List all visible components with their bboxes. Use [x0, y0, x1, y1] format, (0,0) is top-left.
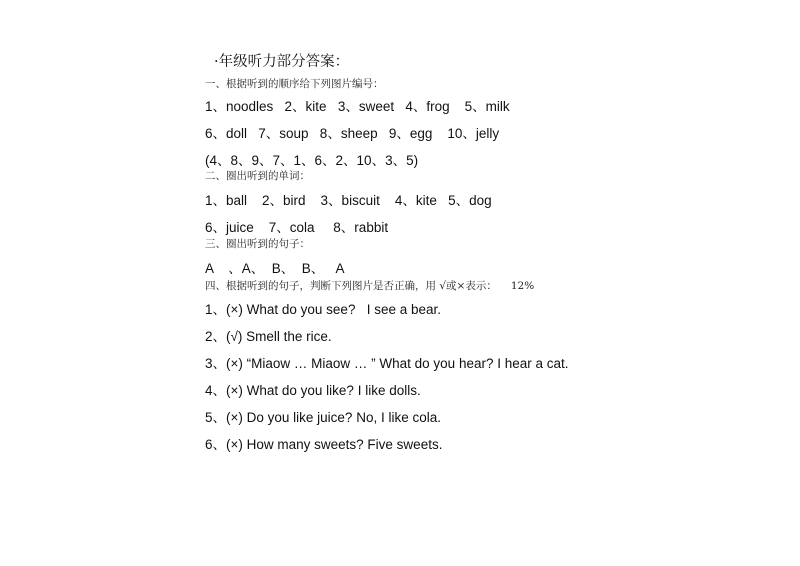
section-1-line-3: (4、8、9、7、1、6、2、10、3、5) — [205, 153, 419, 168]
section-1-line-2: 6、doll 7、soup 8、sheep 9、egg 10、jelly — [205, 126, 500, 141]
section-2-heading: 二、圈出听到的单词： — [205, 170, 310, 182]
section-4-line-1: 1、(×) What do you see? I see a bear. — [205, 302, 442, 317]
section-4-heading-text: 四、根据听到的句子，判断下列图片是否正确，用 √或×表示： — [205, 280, 497, 292]
section-4-line-2: 2、(√) Smell the rice. — [205, 329, 332, 344]
section-4-line-4: 4、(×) What do you like? I like dolls. — [205, 383, 421, 398]
section-1-line-1: 1、noodles 2、kite 3、sweet 4、frog 5、milk — [205, 99, 510, 114]
section-3-heading: 三、圈出听到的句子： — [205, 238, 310, 250]
section-2-line-2: 6、juice 7、cola 8、rabbit — [205, 220, 389, 235]
page-title: ·年级听力部分答案： — [214, 54, 350, 70]
section-4-line-5: 5、(×) Do you like juice? No, I like cola. — [205, 410, 441, 425]
section-4-line-6: 6、(×) How many sweets? Five sweets. — [205, 437, 443, 452]
section-2-line-1: 1、ball 2、bird 3、biscuit 4、kite 5、dog — [205, 193, 492, 208]
section-4-heading — [205, 278, 534, 293]
section-4-score-note: 12% — [510, 280, 535, 292]
section-4-line-3: 3、(×) “Miaow … Miaow … ” What do you hear? I hear a cat. — [205, 356, 569, 371]
section-1-heading: 一、根据听到的顺序给下列图片编号： — [205, 78, 384, 90]
section-3-line-1: A 、A、 B、 B、 A — [205, 261, 345, 276]
